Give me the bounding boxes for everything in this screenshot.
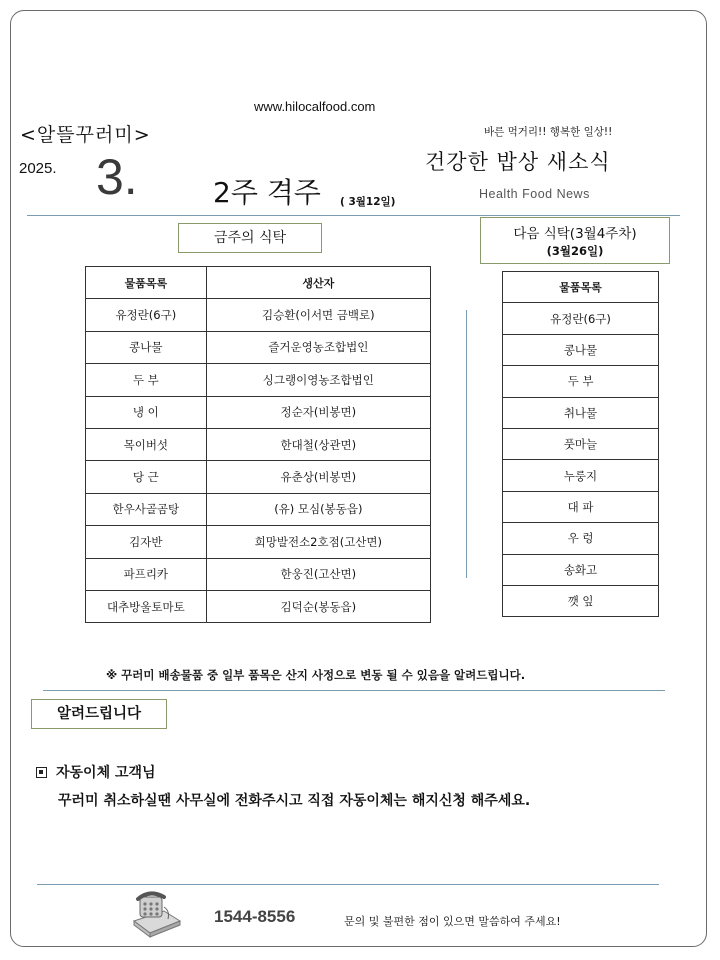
column-divider [466,310,467,578]
table-row [86,396,431,428]
announcement-label: 알려드립니다 [31,699,167,729]
table-header-row [503,272,659,303]
item-cell: 당 근 [86,461,207,493]
table-row [86,364,431,396]
newsletter-title: 건강한 밥상 새소식 [425,150,611,174]
producer-cell: (유) 모심(봉동읍) [206,493,430,525]
item-cell: 우 렁 [503,523,659,554]
table-row [503,585,659,616]
footer-divider [37,884,659,885]
notice-divider [43,690,665,691]
issue-year: 2025. [19,160,57,177]
next-week-label: 다음 식탁(3월4주차) [513,226,637,242]
item-cell: 목이버섯 [86,428,207,460]
announcement-title [36,762,156,782]
producer-cell: 즐거운영농조합법인 [206,331,430,363]
producer-cell: 유춘상(비봉면) [206,461,430,493]
table-row [86,331,431,363]
table-row [86,493,431,525]
producer-cell: 싱그랭이영농조합법인 [206,364,430,396]
item-cell: 한우사골곰탕 [86,493,207,525]
column-header-items: 물품목록 [503,272,659,303]
this-week-label: 금주의 식탁 [178,223,322,253]
table-row [503,491,659,522]
item-cell: 누룽지 [503,460,659,491]
item-cell: 대추방울토마토 [86,590,207,622]
table-header-row [86,267,431,299]
telephone-icon [130,887,182,939]
week-date: ( 3월12일) [340,196,396,208]
website-url[interactable]: www.hilocalfood.com [254,99,376,114]
table-row [503,397,659,428]
this-week-table [85,266,431,623]
producer-cell: 한대철(상관면) [206,428,430,460]
table-row [86,590,431,622]
next-week-date: (3월26일) [546,244,604,258]
column-header-items: 물품목록 [86,267,207,299]
item-cell: 두 부 [503,366,659,397]
item-cell: 깻 잎 [503,585,659,616]
announcement-title-text: 자동이체 고객님 [56,765,156,781]
column-header-producer: 생산자 [206,267,430,299]
item-cell: 콩나물 [86,331,207,363]
item-cell: 파프리카 [86,558,207,590]
next-week-label-box [480,217,670,264]
item-cell: 유정란(6구) [86,299,207,331]
item-cell: 유정란(6구) [503,303,659,334]
table-row [503,554,659,585]
square-bullet-icon [36,767,47,778]
table-row [503,460,659,491]
producer-cell: 김승환(이서면 금백로) [206,299,430,331]
table-row [503,334,659,365]
newsletter-title-en: Health Food News [479,187,590,201]
item-cell: 대 파 [503,491,659,522]
item-cell: 풋마늘 [503,428,659,459]
table-row [86,461,431,493]
table-row [86,299,431,331]
change-notice: ※ 꾸러미 배송물품 중 일부 품목은 산지 사정으로 변동 될 수 있음을 알려드립니다. [106,668,526,682]
table-row [503,303,659,334]
item-cell: 냉 이 [86,396,207,428]
item-cell: 취나물 [503,397,659,428]
item-cell: 송화고 [503,554,659,585]
phone-number[interactable]: 1544-8556 [214,907,296,926]
slogan: 바른 먹거리!! 행복한 일상!! [484,126,613,138]
header-divider [27,215,680,216]
item-cell: 두 부 [86,364,207,396]
announcement-body: 꾸러미 취소하실땐 사무실에 전화주시고 직접 자동이체는 해지신청 해주세요. [58,793,531,809]
producer-cell: 한웅진(고산면) [206,558,430,590]
table-row [503,523,659,554]
item-cell: 김자반 [86,526,207,558]
table-row [86,558,431,590]
next-week-table [502,271,659,617]
producer-cell: 희망발전소2호점(고산면) [206,526,430,558]
table-row [503,366,659,397]
producer-cell: 김덕순(봉동읍) [206,590,430,622]
table-row [503,428,659,459]
producer-cell: 정순자(비봉면) [206,396,430,428]
item-cell: 콩나물 [503,334,659,365]
brand-name: <알뜰꾸러미> [20,124,151,146]
week-label: 2주 격주 [213,176,321,209]
table-row [86,526,431,558]
contact-note: 문의 및 불편한 점이 있으면 말씀하여 주세요! [344,915,561,928]
table-row [86,428,431,460]
issue-month: 3. [96,149,138,205]
